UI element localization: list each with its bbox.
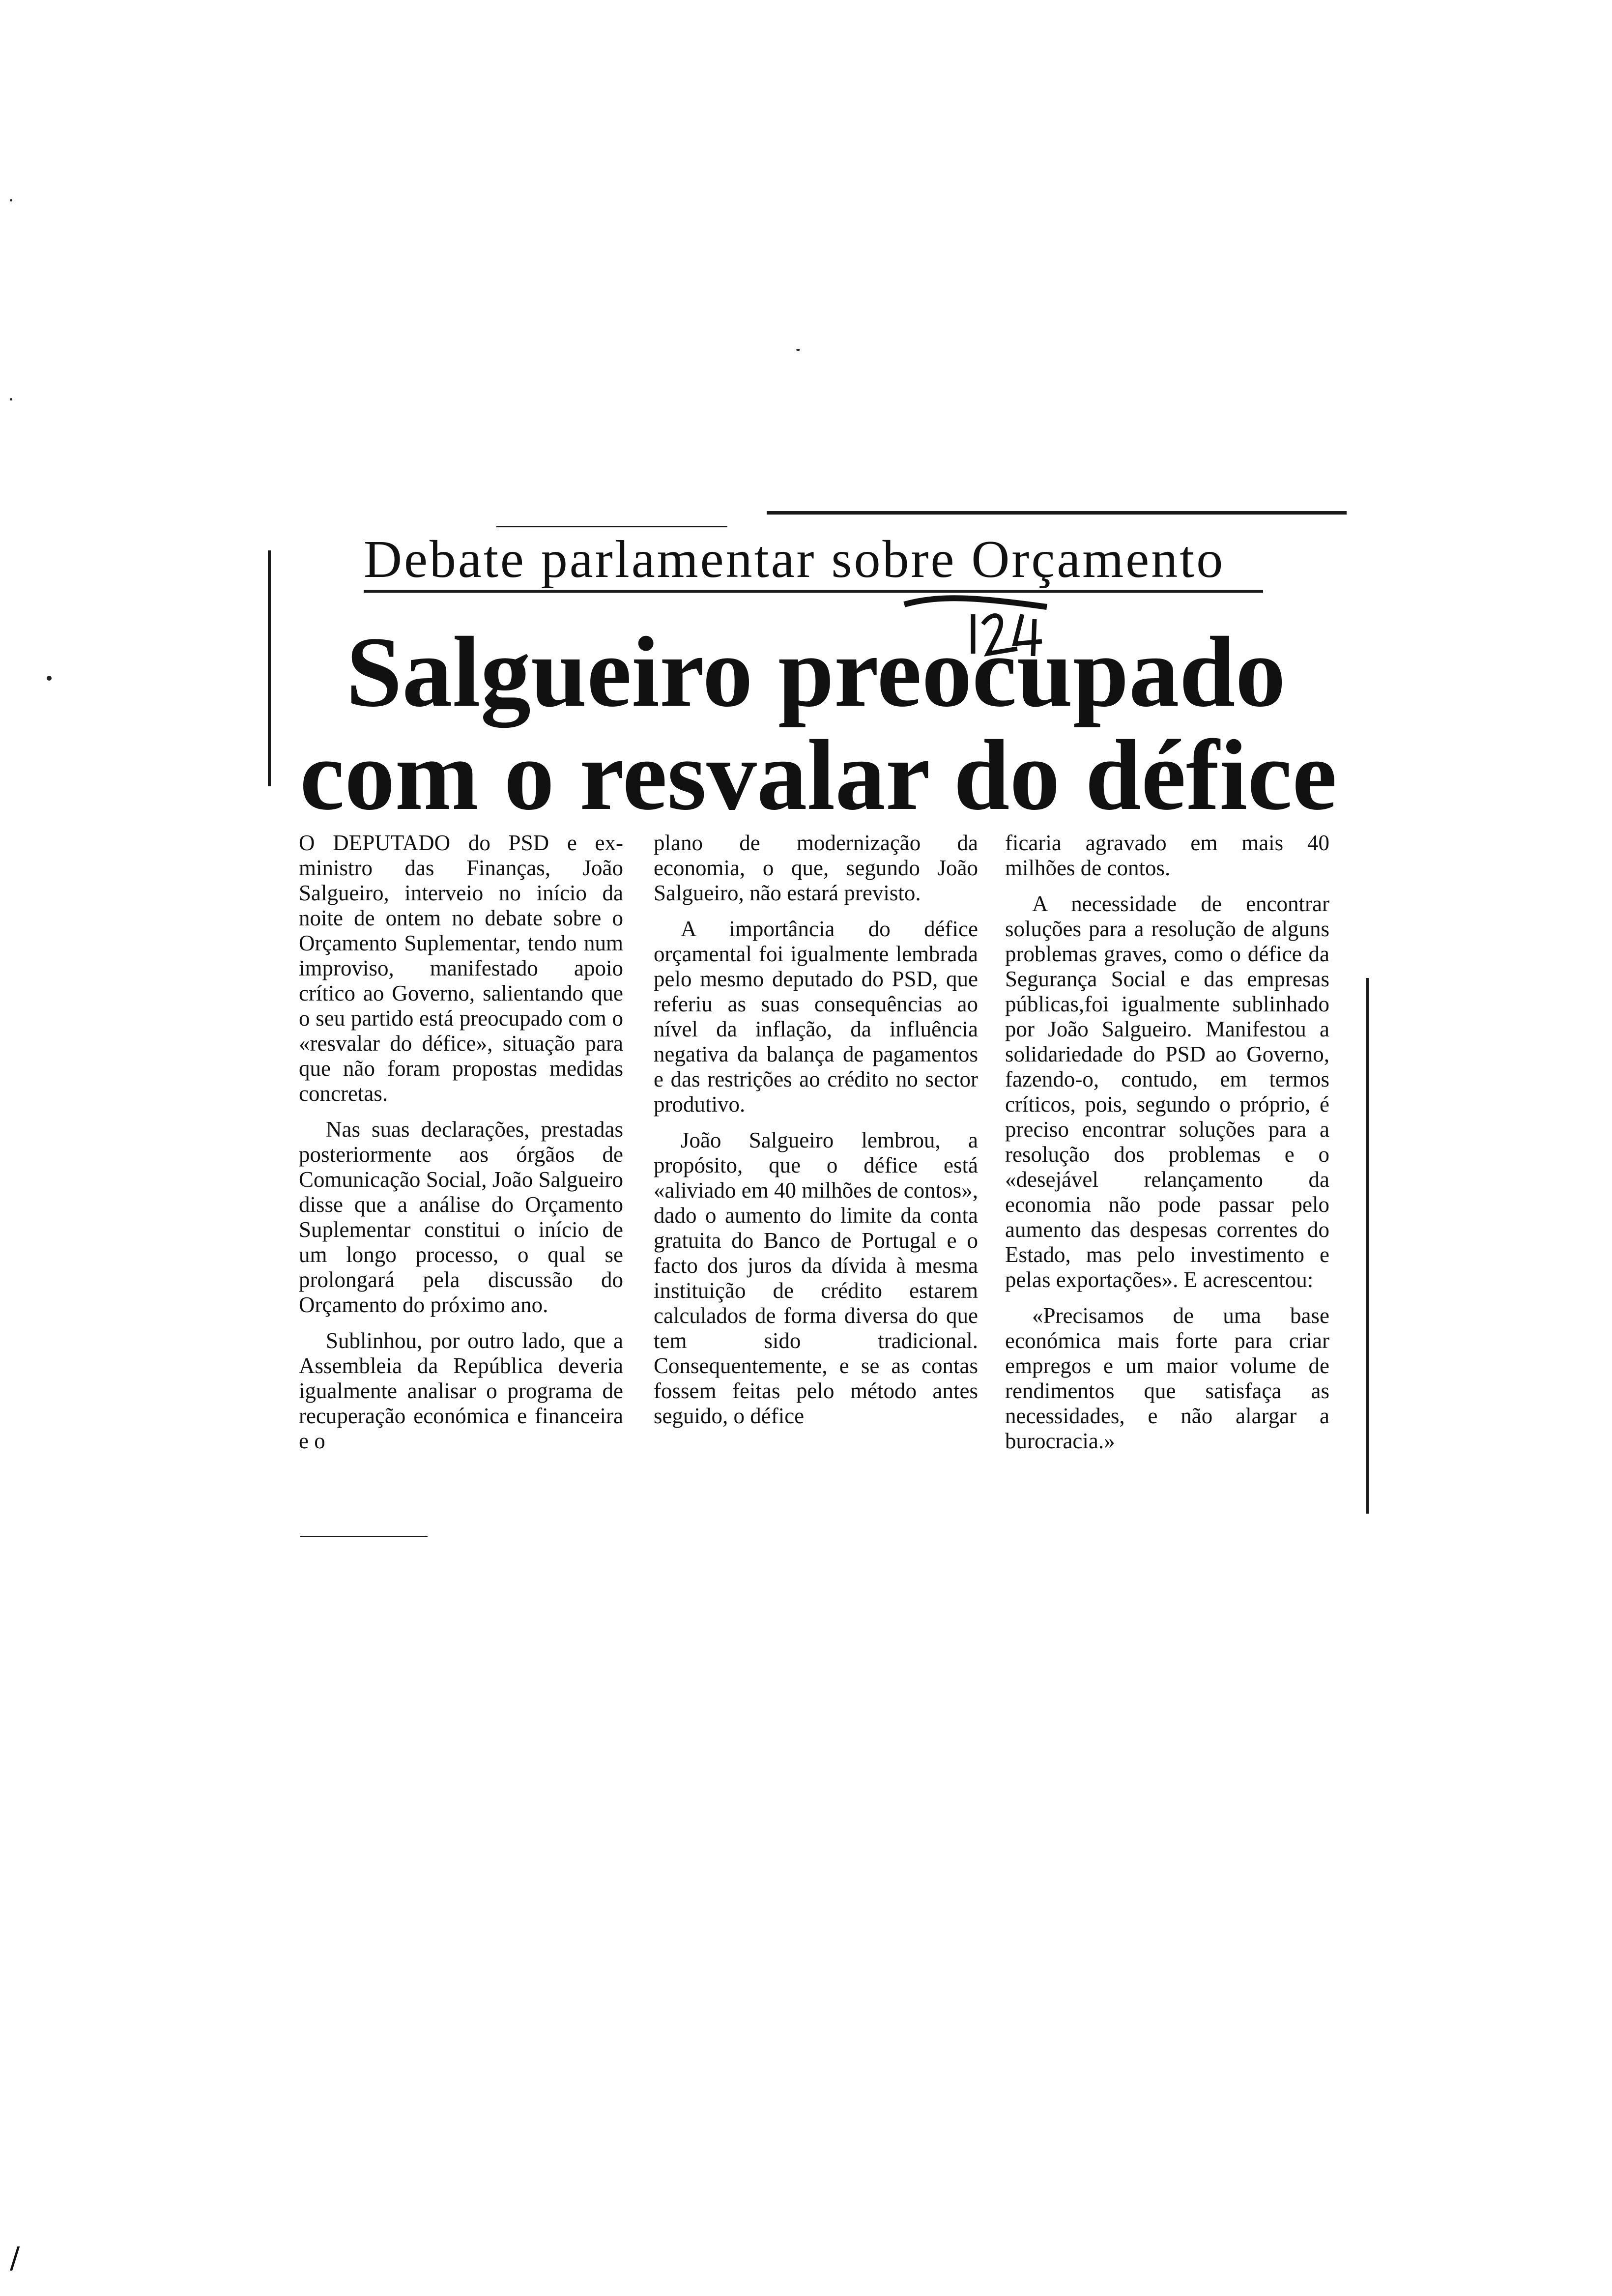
article-column-2 [654,831,978,1439]
scan-speck [10,398,12,401]
column-2-paragraph: João Salgueiro lembrou, a propósito, que o défice está «aliviado em 40 milhões de contos», dado o aumento do limite da conta gratuita do Banco de Portugal e o facto dos juros da dívida à mesma instituição de crédito estarem calculados de forma diversa do que tem sido tradicional. Consequentemente, e se as contas fossem feitas pelo método antes seguido, o défice [654,1128,978,1428]
right-margin-bar [1366,978,1369,1514]
column-1-paragraph: Sublinhou, por outro lado, que a Assembleia da República deveria igualmente analisar o programa de recuperação económica e financeira e o [299,1328,623,1453]
top-rule [767,511,1347,515]
scan-speck [10,199,12,201]
article-column-1 [299,831,623,1464]
article-column-3 [1005,831,1329,1464]
top-rule-thin [496,526,727,527]
column-1-paragraph: Nas suas declarações, prestadas posteriormente aos órgãos de Comunicação Social, João Salgueiro disse que a análise do Orçamento Suplementar constitui o início de um longo processo, o qual se prolongará pela discussão do Orçamento do próximo ano. [299,1117,623,1317]
scan-speck [47,676,52,681]
headline-line-1: Salgueiro preocupado [346,616,1286,728]
article-kicker: Debate parlamentar sobre Orçamento [364,530,1225,589]
scan-margin-mark: / [10,2241,20,2275]
headline-line-2: com o resvalar do défice [300,719,1337,831]
column-3-paragraph: A necessidade de encontrar soluções para a resolução de alguns problemas graves, como o défice da Segurança Social e das empresas públicas,foi igualmente sublinhado por João Salgueiro. Manifestou a solidariedade do PSD ao Governo, fazendo-o, contudo, em termos críticos, pois, segundo o próprio, é preciso encontrar soluções para a resolução dos problemas e o «desejável relançamento da economia não pode passar pelo aumento das despesas correntes do Estado, mas pelo investimento e pelas exportações». E acrescentou: [1005,891,1329,1292]
column-1-paragraph: O DEPUTADO do PSD e ex-ministro das Finanças, João Salgueiro, interveio no início da noite de ontem no debate sobre o Orçamento Suplementar, tendo num improviso, manifestado apoio crítico ao Governo, salientando que o seu partido está preocupado com o «resvalar do défice», situação para que não foram propostas medidas concretas. [299,831,623,1106]
scan-speck [796,349,800,351]
column-2-paragraph: plano de modernização da economia, o que, segundo João Salgueiro, não estará previsto. [654,831,978,905]
bottom-rule [300,1536,428,1537]
kicker-underline [364,590,1263,593]
column-3-paragraph: ficaria agravado em mais 40 milhões de contos. [1005,831,1329,880]
column-3-paragraph: «Precisamos de uma base económica mais forte para criar empregos e um maior volume de rendimentos que satisfaça as necessidades, e não alargar a burocracia.» [1005,1303,1329,1453]
left-margin-bar [268,550,271,786]
column-2-paragraph: A importância do défice orçamental foi igualmente lembrada pelo mesmo deputado do PSD, que referiu as suas consequências ao nível da inflação, da influência negativa da balança de pagamentos e das restrições ao crédito no sector produtivo. [654,917,978,1117]
